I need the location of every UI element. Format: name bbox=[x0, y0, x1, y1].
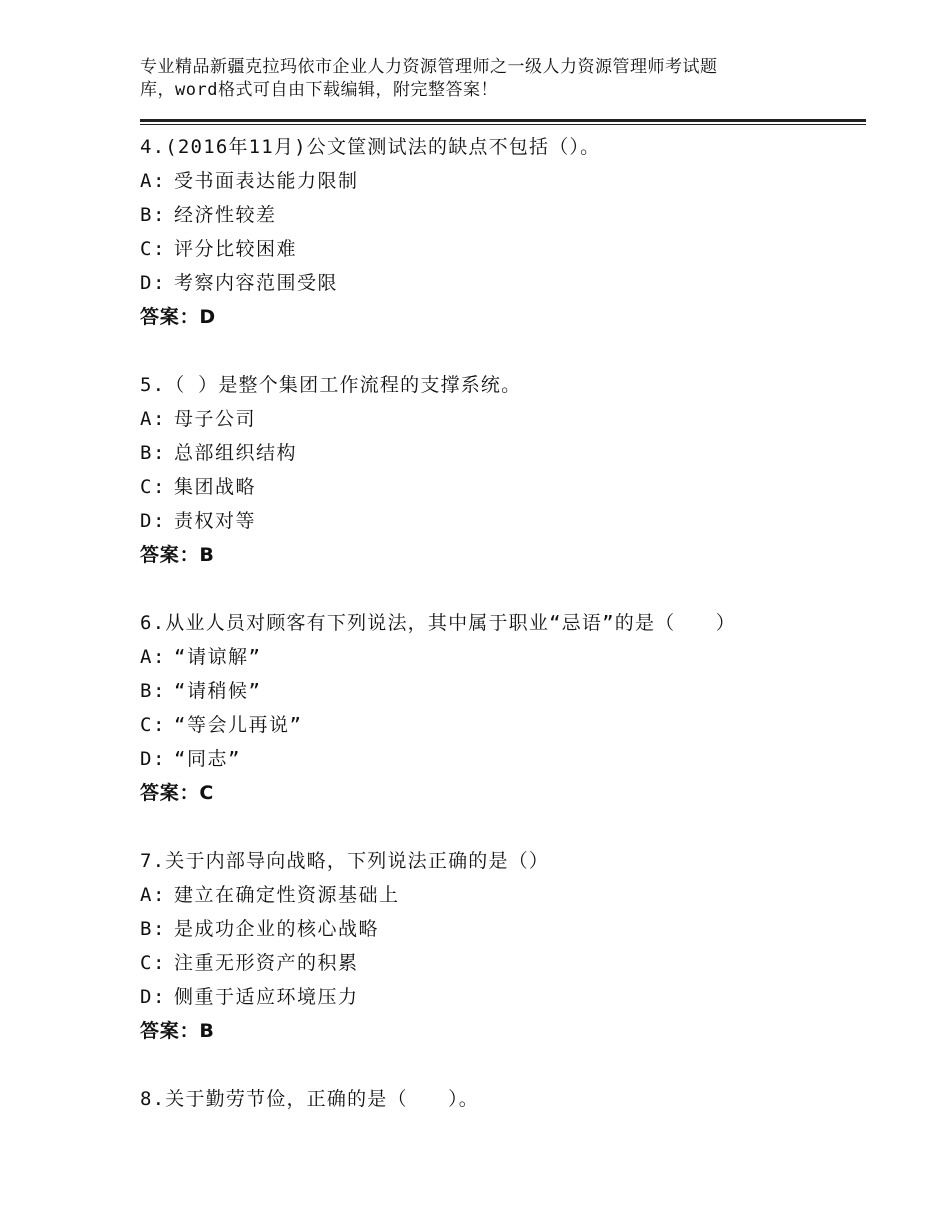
question-text: 7.关于内部导向战略，下列说法正确的是（） bbox=[140, 850, 550, 872]
option-text: 责权对等 bbox=[174, 510, 257, 532]
answer-label: 答案： bbox=[140, 1020, 200, 1042]
question-text: 6.从业人员对顾客有下列说法，其中属于职业“忌语”的是（ ） bbox=[140, 612, 736, 634]
option-a bbox=[140, 878, 866, 912]
option-letter: B: bbox=[140, 680, 166, 702]
question-6 bbox=[140, 606, 866, 810]
option-d bbox=[140, 504, 866, 538]
option-a bbox=[140, 402, 866, 436]
option-letter: A: bbox=[140, 646, 166, 668]
answer-line bbox=[140, 1014, 866, 1048]
option-text: “请稍候” bbox=[174, 680, 262, 702]
question-7 bbox=[140, 844, 866, 1048]
option-letter: C: bbox=[140, 714, 166, 736]
document-header bbox=[140, 56, 780, 102]
option-a bbox=[140, 164, 866, 198]
header-line-2: 库，word格式可自由下载编辑，附完整答案！ bbox=[140, 80, 498, 100]
option-letter: A: bbox=[140, 884, 166, 906]
answer-label: 答案： bbox=[140, 306, 200, 328]
option-text: 受书面表达能力限制 bbox=[174, 170, 359, 192]
answer-value: C bbox=[199, 782, 215, 804]
answer-value: B bbox=[199, 544, 215, 566]
question-list bbox=[140, 130, 866, 1116]
question-text: 5.（ ）是整个集团工作流程的支撑系统。 bbox=[140, 374, 522, 396]
option-letter: A: bbox=[140, 408, 166, 430]
option-c bbox=[140, 470, 866, 504]
header-divider-thick bbox=[140, 119, 866, 122]
header-divider-thin bbox=[140, 124, 866, 125]
option-letter: D: bbox=[140, 748, 166, 770]
answer-value: B bbox=[199, 1020, 215, 1042]
option-b bbox=[140, 912, 866, 946]
option-c bbox=[140, 708, 866, 742]
option-text: “请谅解” bbox=[174, 646, 262, 668]
option-letter: C: bbox=[140, 952, 166, 974]
option-letter: A: bbox=[140, 170, 166, 192]
option-text: 评分比较困难 bbox=[174, 238, 298, 260]
question-text: 8.关于勤劳节俭，正确的是（ ）。 bbox=[140, 1088, 479, 1110]
option-letter: C: bbox=[140, 476, 166, 498]
question-text: 4.(2016年11月)公文筐测试法的缺点不包括（）。 bbox=[140, 136, 601, 158]
option-text: 是成功企业的核心战略 bbox=[174, 918, 380, 940]
answer-value: D bbox=[199, 306, 216, 328]
question-5 bbox=[140, 368, 866, 572]
option-text: 考察内容范围受限 bbox=[174, 272, 339, 294]
option-letter: B: bbox=[140, 442, 166, 464]
header-line-1: 专业精品新疆克拉玛依市企业人力资源管理师之一级人力资源管理师考试题 bbox=[140, 57, 718, 77]
option-text: 母子公司 bbox=[174, 408, 257, 430]
answer-line bbox=[140, 776, 866, 810]
answer-label: 答案： bbox=[140, 782, 200, 804]
answer-line bbox=[140, 538, 866, 572]
option-text: “同志” bbox=[174, 748, 241, 770]
option-b bbox=[140, 198, 866, 232]
option-d bbox=[140, 980, 866, 1014]
option-letter: C: bbox=[140, 238, 166, 260]
answer-line bbox=[140, 300, 866, 334]
option-letter: D: bbox=[140, 986, 166, 1008]
option-c bbox=[140, 232, 866, 266]
option-letter: D: bbox=[140, 272, 166, 294]
option-text: 建立在确定性资源基础上 bbox=[174, 884, 400, 906]
option-a bbox=[140, 640, 866, 674]
option-text: 集团战略 bbox=[174, 476, 257, 498]
option-d bbox=[140, 742, 866, 776]
option-b bbox=[140, 436, 866, 470]
option-letter: D: bbox=[140, 510, 166, 532]
option-c bbox=[140, 946, 866, 980]
option-letter: B: bbox=[140, 918, 166, 940]
option-text: 注重无形资产的积累 bbox=[174, 952, 359, 974]
option-b bbox=[140, 674, 866, 708]
option-text: 总部组织结构 bbox=[174, 442, 298, 464]
option-text: 侧重于适应环境压力 bbox=[174, 986, 359, 1008]
question-4 bbox=[140, 130, 866, 334]
option-text: 经济性较差 bbox=[174, 204, 277, 226]
option-d bbox=[140, 266, 866, 300]
option-text: “等会儿再说” bbox=[174, 714, 303, 736]
question-8 bbox=[140, 1082, 866, 1116]
answer-label: 答案： bbox=[140, 544, 200, 566]
option-letter: B: bbox=[140, 204, 166, 226]
